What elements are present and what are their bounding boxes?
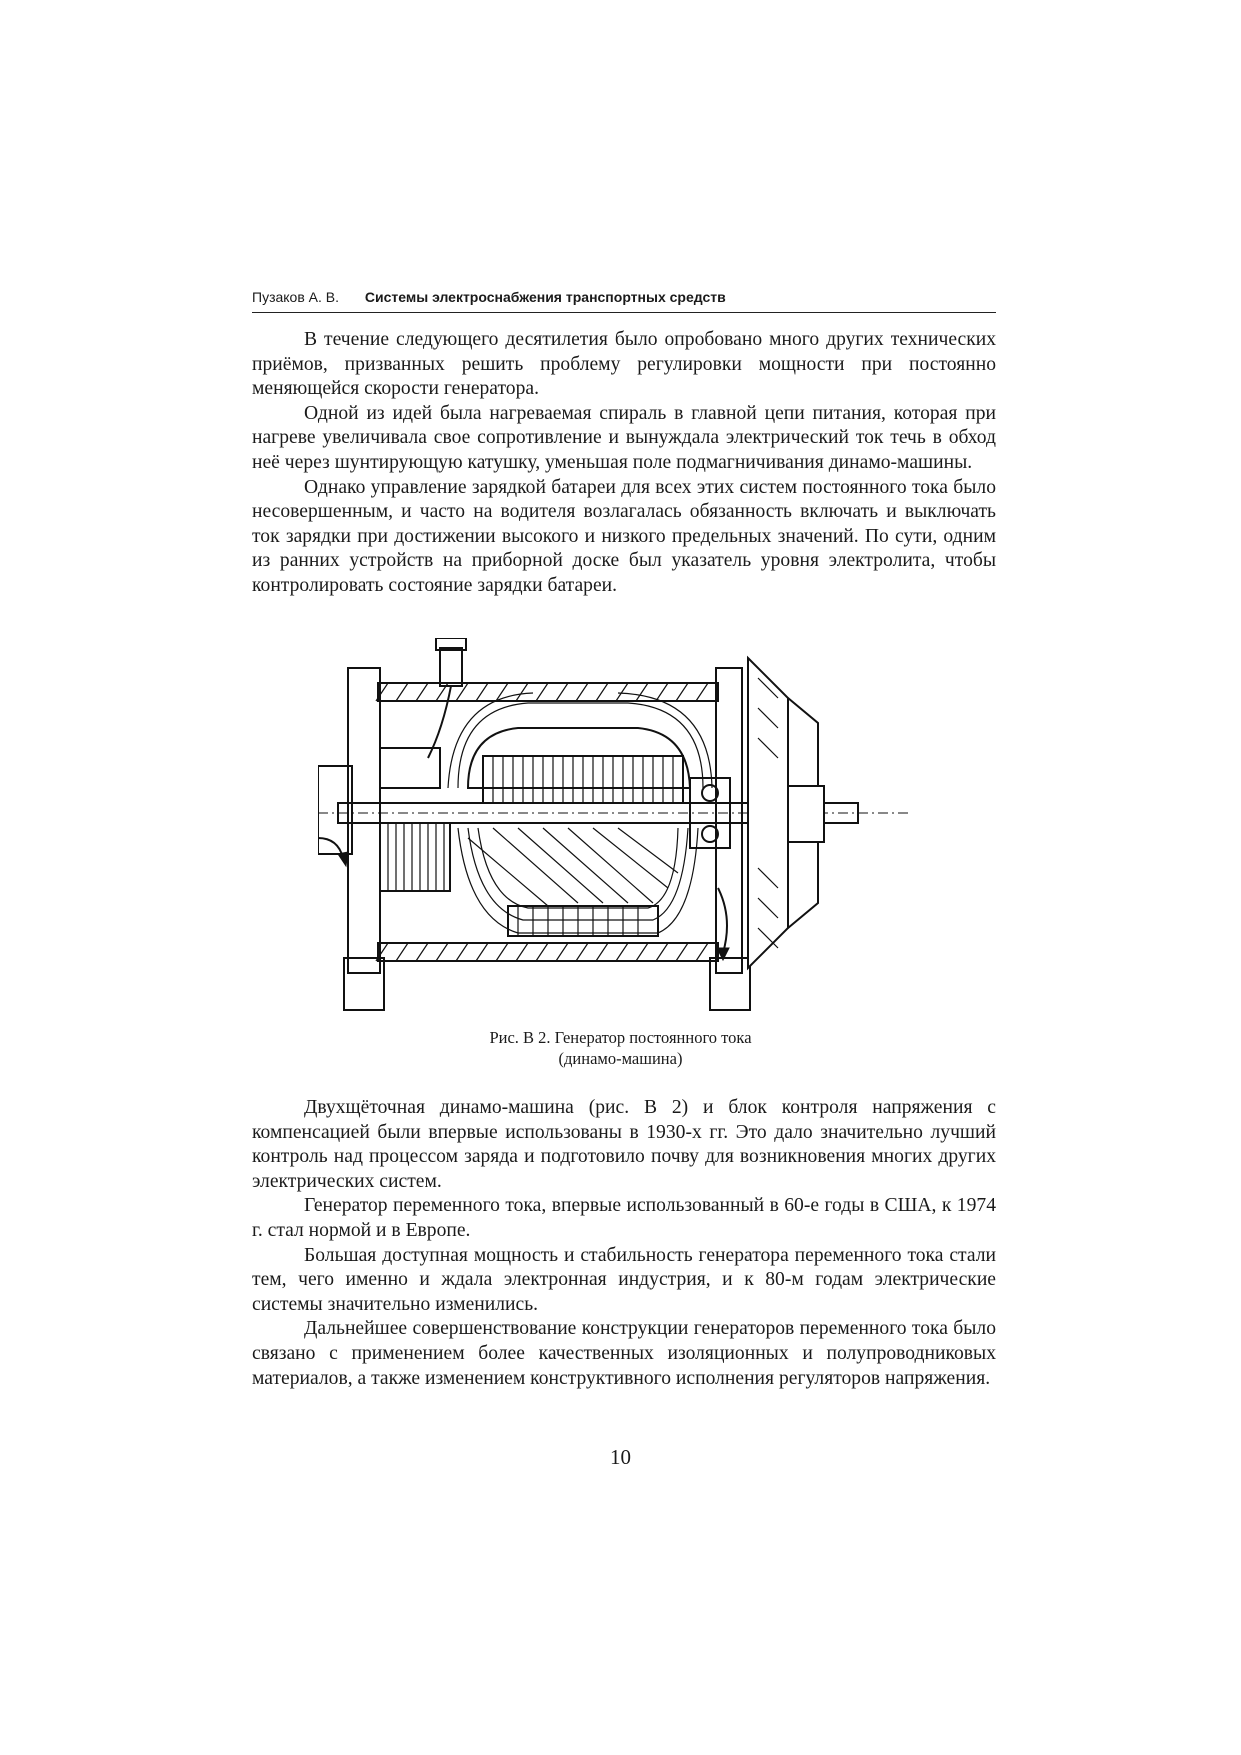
paragraph: Однако управление зарядкой батареи для всех этих систем постоянного тока было несовершенным, и часто на водителя возлагалась обязанность включать и выключать ток зарядки при достижении высокого и низкого предельных значений. По сути, одним из ранних устройств на приборной доске был указатель уровня электролита, чтобы контролировать состояние зарядки батареи. [252,476,996,596]
shaft-nut [788,786,824,842]
caption-line-2: (динамо-машина) [558,1049,683,1068]
terminal-bolt [428,638,466,758]
paragraph: Большая доступная мощность и стабильность генератора переменного тока стали тем, чего именно и ждала электронная индустрия, и к 80-м годам электрические системы значительно изменились. [252,1244,996,1315]
body-text-lower [252,1096,996,1391]
caption-line-1: Рис. В 2. Генератор постоянного тока [489,1028,752,1047]
header-author: Пузаков А. В. [252,289,340,305]
paragraph: Одной из идей была нагреваемая спираль в главной цепи питания, которая при нагреве увеличивала свое сопротивление и вынуждала электрический ток течь в обход неё через шунтирующую катушку, уменьшая поле подмагничивания динамо-машины. [252,402,996,473]
left-foot [344,958,384,1010]
paragraph: Генератор переменного тока, впервые использованный в 60-е годы в США, к 1974 г. стал нормой и в Европе. [252,1195,996,1241]
running-header [252,289,996,313]
paragraph: В течение следующего десятилетия было опробовано много других технических приёмов, призванных решить проблему регулировки мощности при постоянно меняющейся скорости генератора. [252,329,996,400]
left-bearing-cap [318,766,352,854]
page-number: 10 [610,1445,631,1469]
figure-caption [0,1027,1241,1069]
housing-top [378,683,718,701]
header-book-title: Системы электроснабжения транспортных средств [364,289,726,305]
paragraph: Двухщёточная динамо-машина (рис. В 2) и блок контроля напряжения с компенсацией были впервые использованы в 1930-х гг. Это дало значительно лучший контроль над процессом заряда и подготовило почву для возникновения многих других электрических систем. [252,1097,996,1192]
dynamo-cross-section-figure [318,638,910,1016]
airflow-arrow [718,888,727,953]
body-text-upper [252,328,996,599]
paragraph: Дальнейшее совершенствование конструкции генераторов переменного тока было связано с применением более качественных изоляционных и полупроводниковых материалов, а также изменением конструктивного исполнения регуляторов напряжения. [252,1318,996,1389]
armature-windings [458,828,698,936]
field-pole-top [468,728,690,788]
housing-bottom [378,943,718,961]
commutator [380,823,450,891]
